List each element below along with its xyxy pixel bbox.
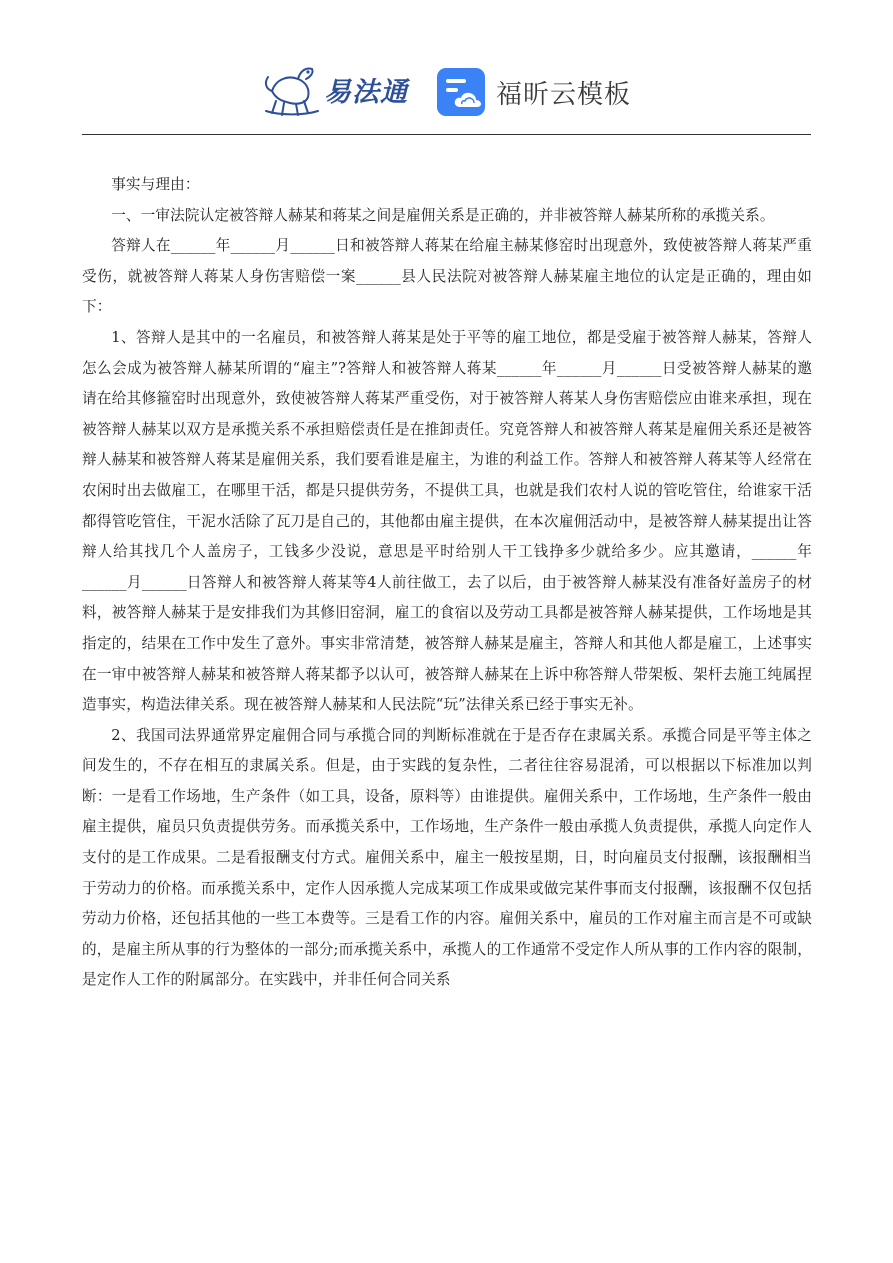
- paragraph: 1、答辩人是其中的一名雇员，和被答辩人蒋某是处于平等的雇工地位，都是受雇于被答辩人赫某，答辩人怎么会成为被答辩人赫某所谓的“雇主”?答辩人和被答辩人蒋某______年______月______日受被答辩人赫某的邀请在给其修箍窑时出现意外，致使被答辩人蒋某严重受伤，对于被答辩人蒋某人身伤害赔偿应由谁来承担，现在被答辩人赫某以双方是承揽关系不承担赔偿责任是在推卸责任。究竟答辩人和被答辩人蒋某是雇佣关系还是被答辩人赫某和被答辩人蒋某是雇佣关系，我们要看谁是雇主，为谁的利益工作。答辩人和被答辩人蒋某等人经常在农闲时出去做雇工，在哪里干活，都是只提供劳务，不提供工具，也就是我们农村人说的管吃管住，给谁家干活都得管吃管住，干泥水活除了瓦刀是自己的，其他都由雇主提供，在本次雇佣活动中，是被答辩人赫某提出让答辩人给其找几个人盖房子，工钱多少没说，意思是平时给别人干工钱挣多少就给多少。应其邀请，______年______月______日答辩人和被答辩人蒋某等4人前往做工，去了以后，由于被答辩人赫某没有准备好盖房子的材料，被答辩人赫某于是安排我们为其修旧窑洞，雇工的食宿以及劳动工具都是被答辩人赫某提供，工作场地是其指定的，结果在工作中发生了意外。事实非常清楚，被答辩人赫某是雇主，答辩人和其他人都是雇工，上述事实在一审中被答辩人赫某和被答辩人蒋某都予以认可，被答辩人赫某在上诉中称答辩人带架板、架杆去施工纯属捏造事实，构造法律关系。现在被答辩人赫某和人民法院“玩”法律关系已经于事实无补。: [82, 328, 812, 714]
- paragraph: 2、我国司法界通常界定雇佣合同与承揽合同的判断标准就在于是否存在隶属关系。承揽合同是平等主体之间发生的，不存在相互的隶属关系。但是，由于实践的复杂性，二者往往容易混淆，可以根据以下标准加以判断：一是看工作场地，生产条件（如工具，设备，原料等）由谁提供。雇佣关系中，工作场地，生产条件一般由雇主提供，雇员只负责提供劳务。而承揽关系中，工作场地，生产条件一般由承揽人负责提供，承揽人向定作人支付的是工作成果。二是看报酬支付方式。雇佣关系中，雇主一般按星期，日，时向雇员支付报酬，该报酬相当于劳动力的价格。而承揽关系中，定作人因承揽人完成某项工作成果或做完某件事而支付报酬，该报酬不仅包括劳动力价格，还包括其他的一些工本费等。三是看工作的内容。雇佣关系中，雇员的工作对雇主而言是不可或缺的，是雇主所从事的行为整体的一部分;而承揽关系中，承揽人的工作通常不受定作人所从事的工作内容的限制，是定作人工作的附属部分。在实践中，并非任何合同关系: [82, 726, 812, 989]
- paragraph: 一、一审法院认定被答辩人赫某和蒋某之间是雇佣关系是正确的，并非被答辩人赫某所称的承揽关系。: [111, 206, 775, 224]
- header-divider: [82, 134, 811, 135]
- document-body: [82, 170, 812, 996]
- fuxin-logo: [436, 66, 631, 118]
- page-header: [0, 0, 893, 136]
- paragraph: 答辩人在______年______月______日和被答辩人蒋某在给雇主赫某修窑时出现意外，致使被答辩人蒋某严重受伤，就被答辩人蒋某人身伤害赔偿一案______县人民法院对被答辩人赫某雇主地位的认定是正确的，理由如下：: [82, 237, 812, 316]
- section-heading: 事实与理由：: [111, 176, 200, 193]
- fuxin-logo-text: 福昕云模板: [496, 79, 632, 110]
- yifatong-logo-text: 易法通: [324, 76, 408, 108]
- yifatong-logo: [262, 60, 422, 118]
- cloud-document-icon: [436, 67, 486, 117]
- qilin-emblem-icon: [262, 61, 320, 117]
